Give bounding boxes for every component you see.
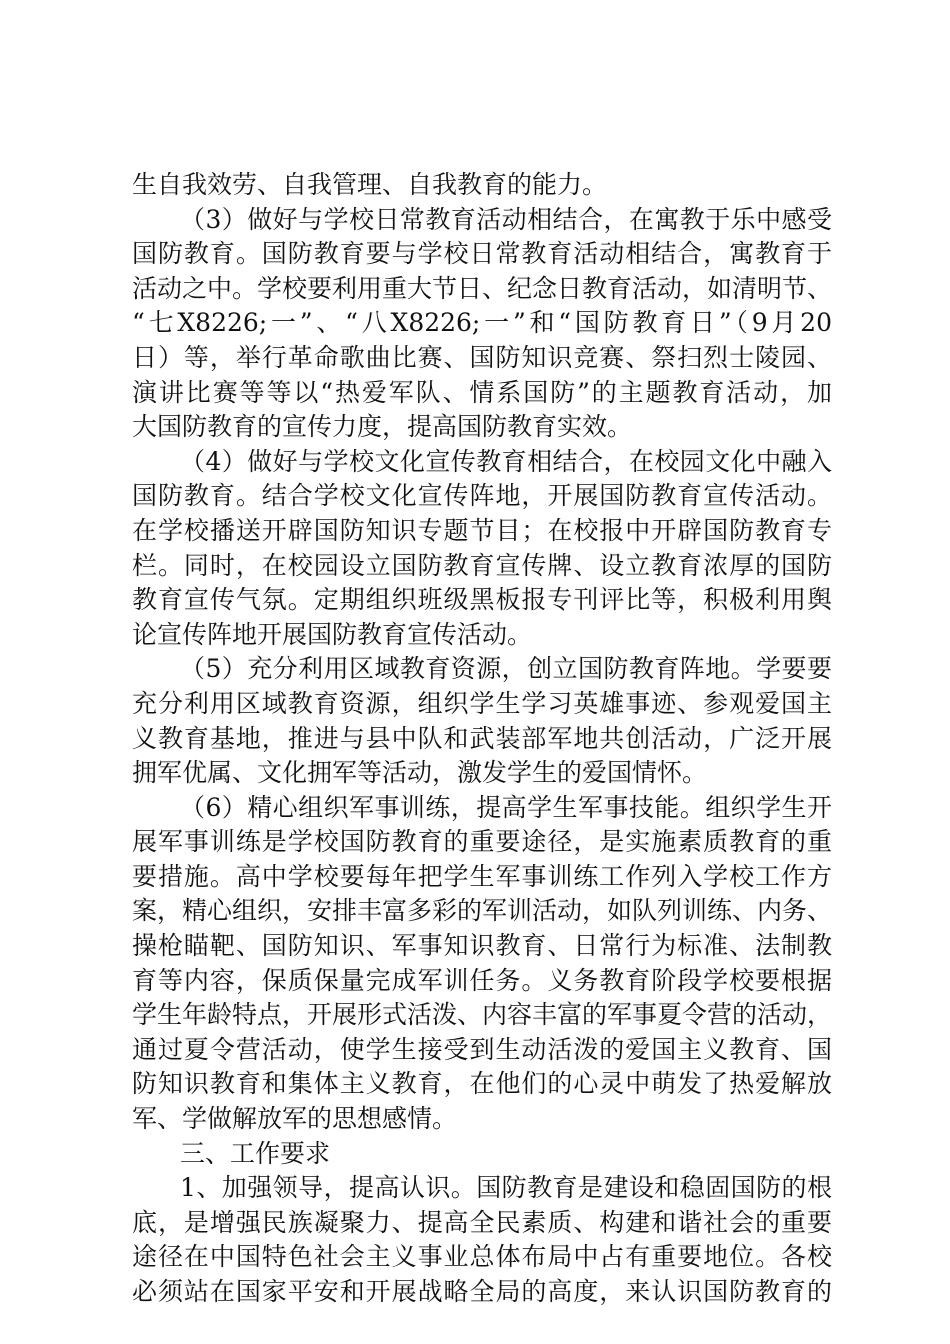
text-line: 教育宣传气氛。定期组织班级黑板报专刊评比等，积极利用舆: [132, 585, 832, 615]
text-line: 拥军优属、文化拥军等活动，激发学生的爱国情怀。: [132, 758, 708, 788]
text-line: 途径在中国特色社会主义事业总体布局中占有重要地位。各校: [132, 1242, 832, 1272]
text-line: 1、加强领导，提高认识。国防教育是建设和稳固国防的根: [180, 1173, 832, 1203]
text-line: 论宣传阵地开展国防教育宣传活动。: [132, 619, 533, 649]
text-line: 国防教育。国防教育要与学校日常教育活动相结合，寓教育于: [132, 239, 832, 269]
text-line: 军、学做解放军的思想感情。: [132, 1104, 458, 1134]
text-line: 国防教育。结合学校文化宣传阵地，开展国防教育宣传活动。: [132, 481, 832, 511]
text-line: 底，是增强民族凝聚力、提高全民素质、构建和谐社会的重要: [132, 1207, 832, 1237]
text-line: 栏。同时，在校园设立国防教育宣传牌、设立教育浓厚的国防: [132, 550, 832, 580]
text-line: 生自我效劳、自我管理、自我教育的能力。: [132, 170, 608, 199]
document-body: [132, 168, 832, 1310]
text-line: 在学校播送开辟国防知识专题节目；在校报中开辟国防教育专: [132, 515, 832, 545]
text-line: 展军事训练是学校国防教育的重要途径，是实施素质教育的重: [132, 827, 832, 857]
text-line: 案，精心组织，安排丰富多彩的军训活动，如队列训练、内务、: [132, 896, 833, 926]
text-line: （5）充分利用区域教育资源，创立国防教育阵地。学要要: [180, 654, 832, 684]
text-line: 要措施。高中学校要每年把学生军事训练工作列入学校工作方: [132, 861, 832, 891]
text-line: 活动之中。学校要利用重大节日、纪念日教育活动，如清明节、: [132, 273, 833, 303]
text-line: 学生年龄特点，开展形式活泼、内容丰富的军事夏令营的活动，: [132, 1000, 833, 1030]
text-line: 防知识教育和集体主义教育，在他们的心灵中萌发了热爱解放: [132, 1069, 832, 1099]
text-line: 大国防教育的宣传力度，提高国防教育实效。: [132, 412, 633, 442]
text-line: 充分利用区域教育资源，组织学生学习英雄事迹、参观爱国主: [132, 688, 832, 718]
text-line: 必须站在国家平安和开展战略全局的高度，来认识国防教育的: [132, 1277, 832, 1306]
text-line: 育等内容，保质保量完成军训任务。义务教育阶段学校要根据: [132, 965, 832, 995]
text-line: “七X8226;一”、“八X8226;一”和“国防教育日”（9月20: [132, 308, 832, 338]
text-line: （3）做好与学校日常教育活动相结合，在寓教于乐中感受: [180, 204, 832, 234]
text-line: 通过夏令营活动，使学生接受到生动活泼的爱国主义教育、国: [132, 1034, 832, 1064]
text-line: 操枪瞄靶、国防知识、军事知识教育、日常行为标准、法制教: [132, 931, 832, 961]
text-line: （6）精心组织军事训练，提高学生军事技能。组织学生开: [180, 792, 832, 822]
text-line: 演讲比赛等等以“热爱军队、情系国防”的主题教育活动，加: [132, 377, 832, 407]
text-line: 日）等，举行革命歌曲比赛、国防知识竞赛、祭扫烈士陵园、: [132, 342, 832, 372]
text-line: （4）做好与学校文化宣传教育相结合，在校园文化中融入: [180, 446, 832, 476]
text-line: 义教育基地，推进与县中队和武装部军地共创活动，广泛开展: [132, 723, 832, 753]
text-line: 三、工作要求: [180, 1138, 331, 1168]
